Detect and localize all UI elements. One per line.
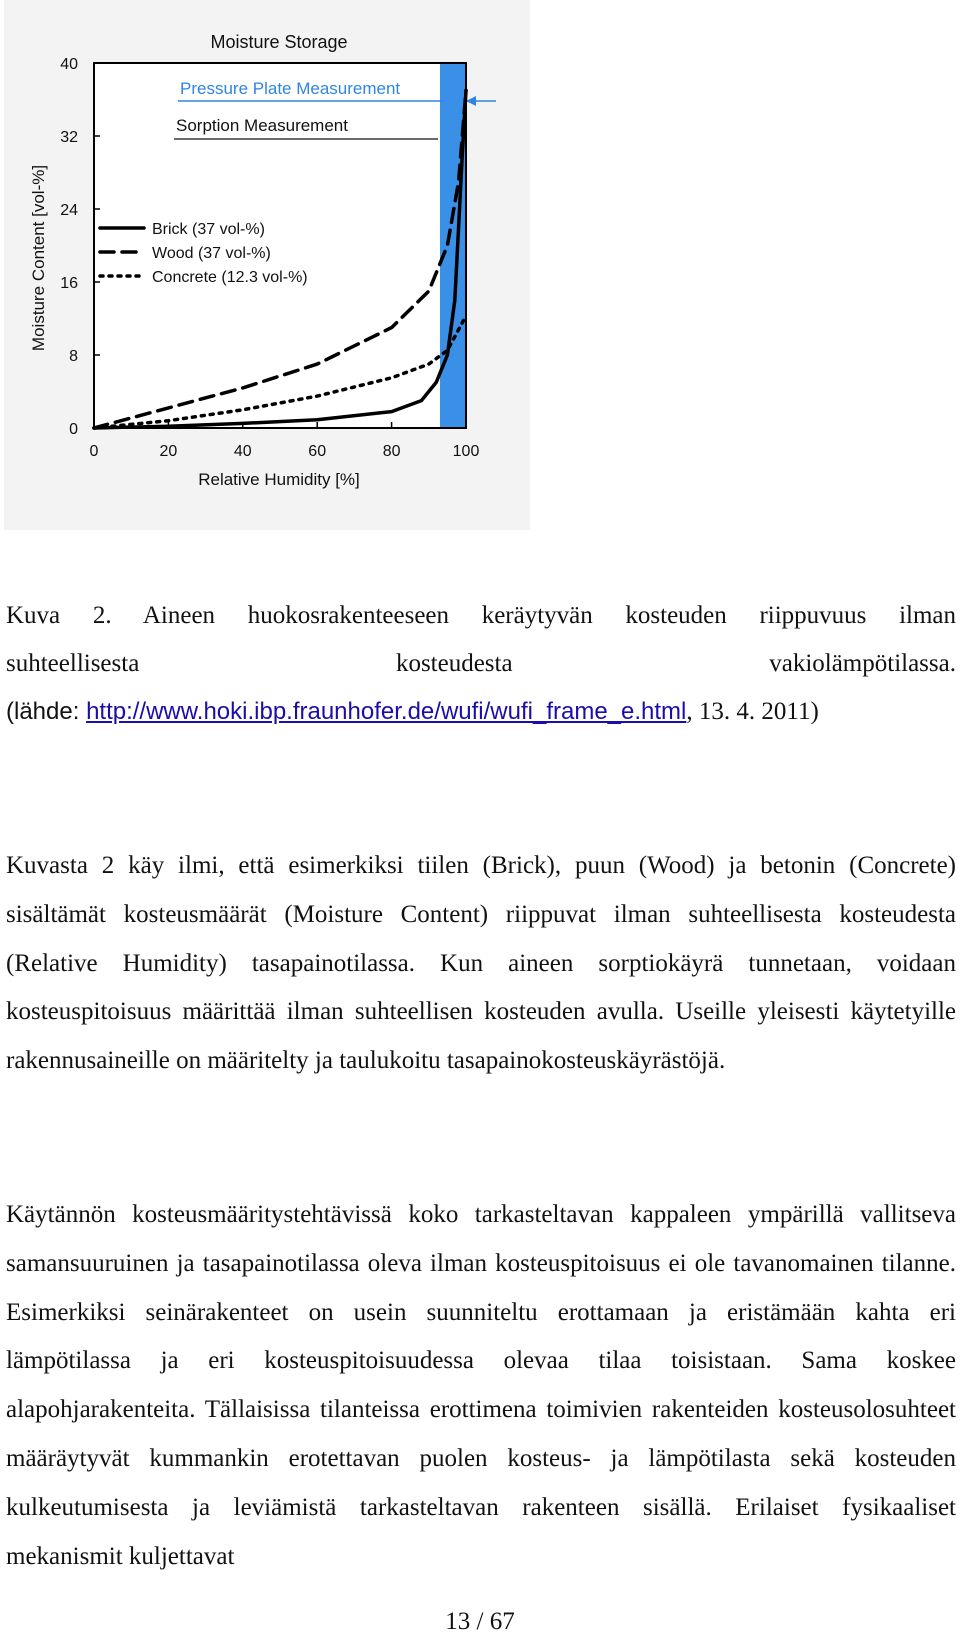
- y-tick-label: 24: [60, 202, 78, 219]
- caption-line-2: suhteellisesta kosteudesta vakiolämpötilassa.: [6, 650, 956, 677]
- pressure-plate-region: [440, 63, 466, 428]
- y-tick-label: 40: [60, 56, 78, 73]
- figure-caption: [6, 592, 956, 736]
- source-suffix: , 13. 4. 2011): [686, 698, 819, 725]
- source-prefix: (lähde:: [6, 698, 87, 725]
- legend-label: Brick (37 vol-%): [152, 221, 265, 238]
- source-link[interactable]: http://www.hoki.ibp.fraunhofer.de/wufi/wufi_frame_e.html: [86, 698, 687, 725]
- legend-label: Wood (37 vol-%): [152, 245, 271, 262]
- sorption-label: Sorption Measurement: [176, 116, 348, 135]
- chart-title: Moisture Storage: [210, 32, 348, 52]
- moisture-storage-chart: [4, 0, 530, 530]
- legend-label: Concrete (12.3 vol-%): [152, 269, 308, 286]
- x-tick-label: 20: [159, 443, 178, 460]
- y-tick-label: 8: [69, 348, 78, 365]
- y-tick-label: 16: [60, 275, 78, 292]
- y-axis-label: Moisture Content [vol-%]: [29, 164, 48, 352]
- body-paragraph-1: Kuvasta 2 käy ilmi, että esimerkiksi tiilen (Brick), puun (Wood) ja betonin (Concrete) sisältämät kosteusmäärät (Moisture Content) riippuvat ilman suhteellisesta kosteudesta (Relative Humidity) tasapainotilassa. Kun aineen sorptiokäyrä tunnetaan, voidaan kosteuspitoisuus määrittää ilman suhteellisen kosteuden avulla. Useille yleisesti käytetyille rakennusaineille on määritelty ja taulukoitu tasapainokosteuskäyrästöjä.: [6, 852, 956, 1075]
- pressure-plate-label: Pressure Plate Measurement: [180, 79, 401, 98]
- body-paragraph-2: Käytännön kosteusmääritystehtävissä koko tarkasteltavan kappaleen ympärillä vallitseva samansuuruinen ja tasapainotilassa oleva ilman kosteuspitoisuus ei ole tavanomainen tilanne. Esimerkiksi seinärakenteet on usein suunniteltu erottamaan ja eristämään kahta eri lämpötilassa ja eri kosteuspitoisuudessa olevaa tilaa toisistaan. Sama koskee alapohjarakenteita. Tällaisissa tilanteissa erottimena toimivien rakenteiden kosteusolosuhteet määräytyvät kummankin erotettavan puolen kosteus- ja lämpötilasta sekä kosteuden kulkeutumisesta ja leviämistä tarkasteltavan rakenteen sisällä. Erilaiset fysikaaliset mekanismit kuljettavat: [6, 1201, 956, 1570]
- y-tick-label: 32: [60, 129, 78, 146]
- caption-line-1: Kuva 2. Aineen huokosrakenteeseen keräytyvän kosteuden riippuvuus ilman: [6, 602, 956, 629]
- pressure-plate-arrow-head: [466, 96, 476, 106]
- x-axis-label: Relative Humidity [%]: [198, 470, 360, 489]
- x-tick-label: 40: [233, 443, 252, 460]
- x-tick-label: 100: [452, 443, 480, 460]
- x-tick-label: 80: [382, 443, 401, 460]
- x-tick-label: 0: [89, 443, 99, 460]
- y-tick-label: 0: [69, 421, 78, 438]
- x-tick-label: 60: [308, 443, 327, 460]
- page-number: 13 / 67: [445, 1608, 515, 1635]
- caption-source: [6, 688, 956, 736]
